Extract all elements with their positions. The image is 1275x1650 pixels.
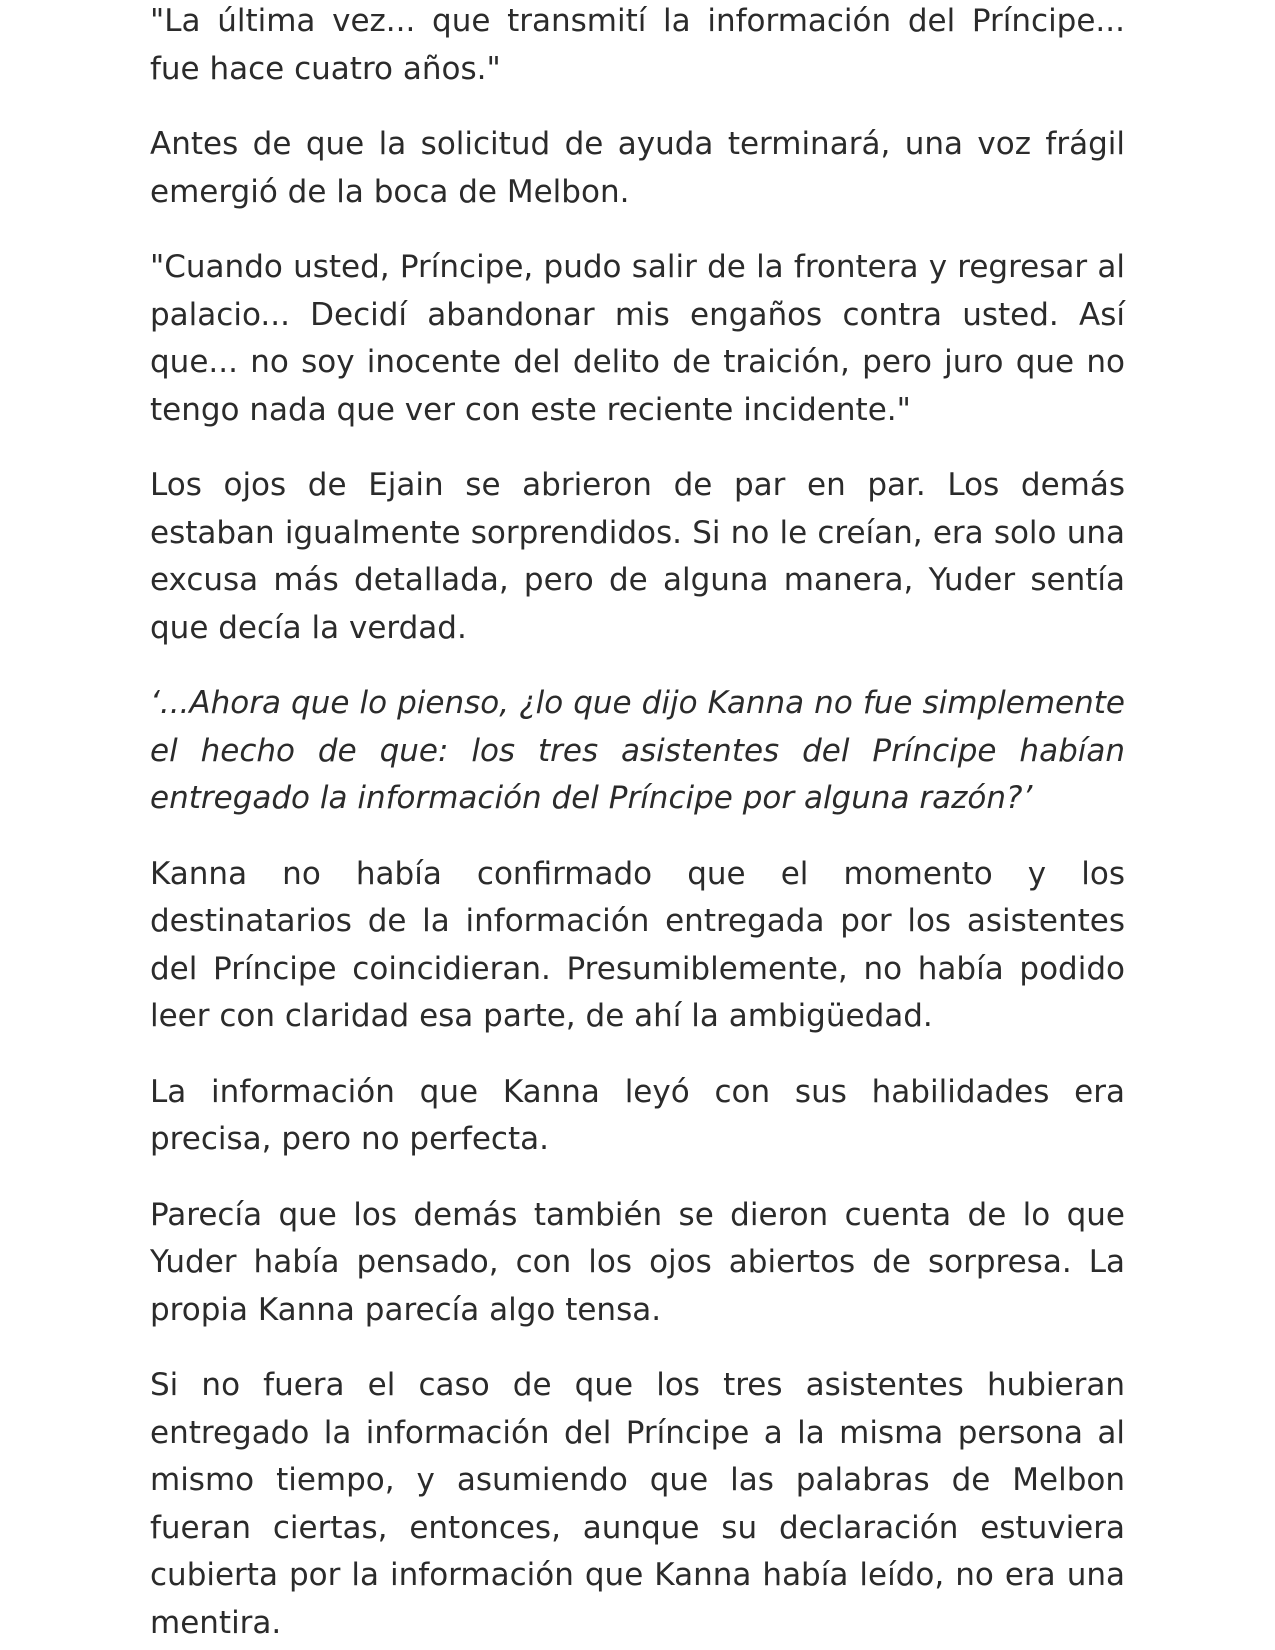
paragraph-conclusion: Si no fuera el caso de que los tres asistentes hubieran entregado la información del Príncipe a la misma persona al mismo tiempo, y asumiendo que las palabras de Melbon fueran ciertas, entonces, aunque su declaración estuviera cubierta por la información que Kanna había leído, no era una mentira. [150, 1367, 1125, 1641]
paragraph-fragile-voice: Antes de que la solicitud de ayuda terminará, una voz frágil emergió de la boca de Melbon. [150, 126, 1125, 210]
paragraph-yuder-thought: ‘...Ahora que lo pienso, ¿lo que dijo Kanna no fue simplemente el hecho de que: los tres asistentes del Príncipe habían entregado la información del Príncipe por alguna razón?’ [150, 685, 1125, 816]
document-page [150, 0, 1125, 1647]
paragraph-kanna-precision: La información que Kanna leyó con sus habilidades era precisa, pero no perfecta. [150, 1073, 1125, 1157]
paragraph-others-realize: Parecía que los demás también se dieron cuenta de lo que Yuder había pensado, con los ojos abiertos de sorpresa. La propia Kanna parecía algo tensa. [150, 1196, 1125, 1328]
paragraph-melbon-confession: "Cuando usted, Príncipe, pudo salir de la frontera y regresar al palacio... Decidí abandonar mis engaños contra usted. Así que... no soy inocente del delito de traición, pero juro que no tengo nada que ver con este reciente incidente." [150, 249, 1125, 428]
paragraph-melbon-quote: "La última vez... que transmití la información del Príncipe... fue hace cuatro años." [150, 3, 1125, 87]
paragraph-ejain-surprise: Los ojos de Ejain se abrieron de par en par. Los demás estaban igualmente sorprendidos. Si no le creían, era solo una excusa más detallada, pero de alguna manera, Yuder sentía que decía la verdad. [150, 467, 1125, 646]
paragraph-kanna-ambiguity: Kanna no había confirmado que el momento y los destinatarios de la información entregada por los asistentes del Príncipe coincidieran. Presumiblemente, no había podido leer con claridad esa parte, de ahí la ambigüedad. [150, 855, 1125, 1034]
